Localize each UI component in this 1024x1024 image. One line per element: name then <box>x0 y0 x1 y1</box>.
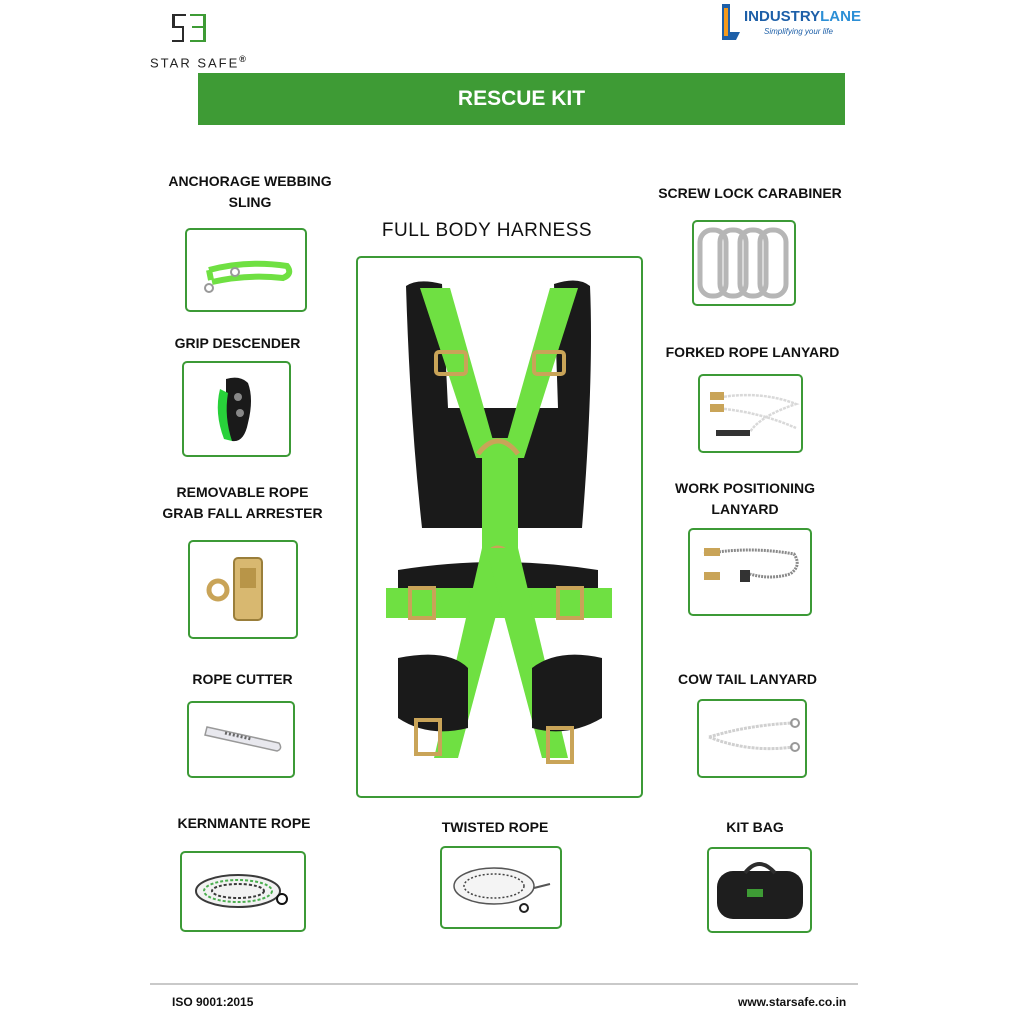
rope-grab-image <box>188 540 298 639</box>
cow-tail-lanyard-icon <box>699 701 805 776</box>
cow-tail-label: COW TAIL LANYARD <box>678 671 817 687</box>
kit-bag-label: KIT BAG <box>726 819 784 835</box>
starsafe-logo <box>150 10 250 70</box>
footer-divider <box>150 983 858 985</box>
starsafe-brand: STAR SAFE® <box>150 54 246 71</box>
rope-grab-label-line1: REMOVABLE ROPE <box>176 484 309 500</box>
twisted-rope-label: TWISTED ROPE <box>441 819 549 835</box>
kernmante-rope-label: KERNMANTE ROPE <box>177 815 311 831</box>
forked-lanyard-icon <box>700 376 801 451</box>
work-positioning-lanyard-icon <box>690 530 810 614</box>
work-positioning-label-line2: LANYARD <box>711 501 779 517</box>
industrylane-logo <box>718 2 861 44</box>
industrylane-tagline: Simplifying your life <box>764 27 833 36</box>
kit-bag-icon <box>709 849 810 931</box>
rope-cutter-image <box>187 701 295 778</box>
anchorage-sling-label-line2: SLING <box>228 194 272 210</box>
rope-grab-label-line2: GRAB FALL ARRESTER <box>162 505 323 521</box>
work-positioning-image <box>688 528 812 616</box>
kit-bag-image <box>707 847 812 933</box>
rope-grab-icon <box>190 542 296 637</box>
grip-descender-image <box>182 361 291 457</box>
website-link[interactable]: www.starsafe.co.in <box>738 995 847 1009</box>
iso-certification: ISO 9001:2015 <box>172 995 254 1009</box>
work-positioning-label-line1: WORK POSITIONING <box>675 480 815 496</box>
industrylane-logo-icon <box>718 2 744 42</box>
anchorage-sling-label-line1: ANCHORAGE WEBBING <box>168 173 332 189</box>
twisted-rope-image <box>440 846 562 929</box>
descender-icon <box>184 363 289 455</box>
webbing-sling-icon <box>187 230 305 310</box>
work-positioning-label <box>660 478 830 520</box>
carabiner-icon <box>694 222 794 304</box>
harness-image <box>356 256 643 798</box>
cow-tail-image <box>697 699 807 778</box>
full-body-harness-icon <box>358 258 641 796</box>
anchorage-sling-label <box>160 171 340 213</box>
kernmante-rope-image <box>180 851 306 932</box>
harness-title: FULL BODY HARNESS <box>381 220 593 241</box>
starsafe-logo-icon <box>170 10 208 46</box>
rope-grab-label <box>155 482 330 524</box>
forked-lanyard-label: FORKED ROPE LANYARD <box>665 344 840 360</box>
twisted-rope-icon <box>442 848 560 927</box>
page-title-banner <box>198 73 845 125</box>
kernmante-rope-icon <box>182 853 304 930</box>
carabiner-label: SCREW LOCK CARABINER <box>658 185 842 201</box>
carabiner-image <box>692 220 796 306</box>
forked-lanyard-image <box>698 374 803 453</box>
page-title: RESCUE KIT <box>457 87 586 110</box>
grip-descender-label: GRIP DESCENDER <box>174 335 301 351</box>
rope-cutter-label: ROPE CUTTER <box>192 671 293 687</box>
industrylane-name: INDUSTRYLANE <box>744 8 861 25</box>
rope-cutter-icon <box>189 703 293 776</box>
anchorage-sling-image <box>185 228 307 312</box>
